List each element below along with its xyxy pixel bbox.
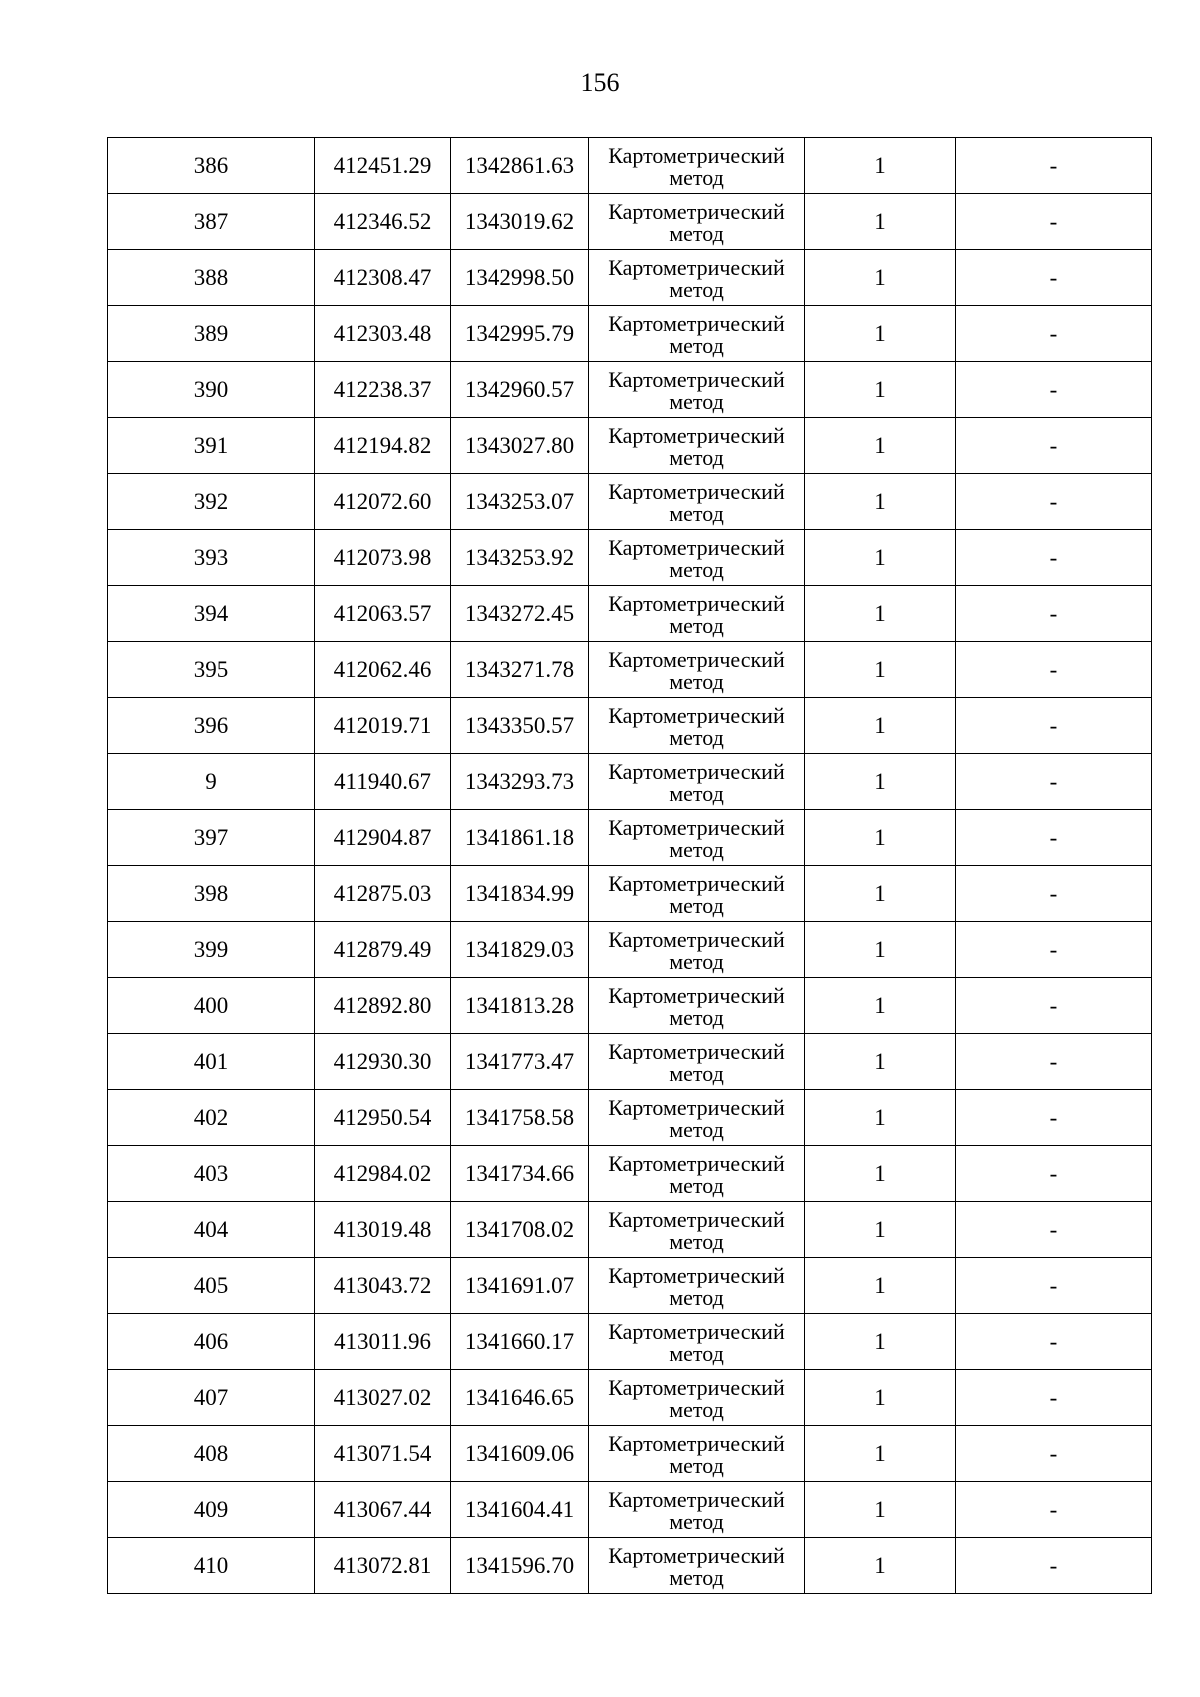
table-row (108, 810, 1152, 866)
method-line-1: Картометрический (608, 1206, 785, 1232)
method-line-1: Картометрический (608, 758, 785, 784)
note-cell: - (956, 642, 1152, 698)
method-line-2: метод (669, 1452, 724, 1478)
method-cell (589, 642, 805, 698)
point-number-cell: 409 (108, 1482, 315, 1538)
method-line-1: Картометрический (608, 814, 785, 840)
x-coordinate-cell: 412063.57 (315, 586, 451, 642)
note-cell: - (956, 1482, 1152, 1538)
note-cell: - (956, 586, 1152, 642)
y-coordinate-cell: 1343253.92 (451, 530, 589, 586)
point-number-cell: 410 (108, 1538, 315, 1594)
accuracy-cell: 1 (805, 1034, 956, 1090)
method-line-2: метод (669, 164, 724, 190)
y-coordinate-cell: 1341708.02 (451, 1202, 589, 1258)
table-row (108, 306, 1152, 362)
accuracy-cell: 1 (805, 418, 956, 474)
table-row (108, 1202, 1152, 1258)
method-line-1: Картометрический (608, 1094, 785, 1120)
note-cell: - (956, 698, 1152, 754)
accuracy-cell: 1 (805, 1538, 956, 1594)
accuracy-cell: 1 (805, 978, 956, 1034)
method-cell (589, 530, 805, 586)
method-line-2: метод (669, 1060, 724, 1086)
accuracy-cell: 1 (805, 586, 956, 642)
table-row (108, 1146, 1152, 1202)
x-coordinate-cell: 413072.81 (315, 1538, 451, 1594)
method-line-2: метод (669, 892, 724, 918)
accuracy-cell: 1 (805, 754, 956, 810)
method-line-1: Картометрический (608, 1262, 785, 1288)
x-coordinate-cell: 413067.44 (315, 1482, 451, 1538)
accuracy-cell: 1 (805, 922, 956, 978)
method-line-1: Картометрический (608, 926, 785, 952)
method-line-2: метод (669, 948, 724, 974)
note-cell: - (956, 1258, 1152, 1314)
method-cell (589, 1258, 805, 1314)
method-line-2: метод (669, 780, 724, 806)
method-line-2: метод (669, 1340, 724, 1366)
method-line-1: Картометрический (608, 1038, 785, 1064)
note-cell: - (956, 1090, 1152, 1146)
y-coordinate-cell: 1343027.80 (451, 418, 589, 474)
method-line-1: Картометрический (608, 982, 785, 1008)
point-number-cell: 400 (108, 978, 315, 1034)
note-cell: - (956, 530, 1152, 586)
y-coordinate-cell: 1342998.50 (451, 250, 589, 306)
method-cell (589, 1034, 805, 1090)
point-number-cell: 401 (108, 1034, 315, 1090)
accuracy-cell: 1 (805, 642, 956, 698)
method-line-2: метод (669, 724, 724, 750)
point-number-cell: 405 (108, 1258, 315, 1314)
table-row (108, 250, 1152, 306)
y-coordinate-cell: 1341829.03 (451, 922, 589, 978)
accuracy-cell: 1 (805, 866, 956, 922)
accuracy-cell: 1 (805, 1090, 956, 1146)
x-coordinate-cell: 412930.30 (315, 1034, 451, 1090)
table-row (108, 586, 1152, 642)
table-row (108, 866, 1152, 922)
x-coordinate-cell: 412194.82 (315, 418, 451, 474)
note-cell: - (956, 1314, 1152, 1370)
note-cell: - (956, 250, 1152, 306)
x-coordinate-cell: 412346.52 (315, 194, 451, 250)
method-cell (589, 1314, 805, 1370)
accuracy-cell: 1 (805, 362, 956, 418)
note-cell: - (956, 1426, 1152, 1482)
method-line-1: Картометрический (608, 254, 785, 280)
method-line-2: метод (669, 668, 724, 694)
table-row (108, 1090, 1152, 1146)
method-cell (589, 698, 805, 754)
method-line-1: Картометрический (608, 1542, 785, 1568)
method-line-1: Картометрический (608, 366, 785, 392)
point-number-cell: 386 (108, 138, 315, 194)
y-coordinate-cell: 1341596.70 (451, 1538, 589, 1594)
note-cell: - (956, 1146, 1152, 1202)
method-cell (589, 250, 805, 306)
y-coordinate-cell: 1341861.18 (451, 810, 589, 866)
y-coordinate-cell: 1342995.79 (451, 306, 589, 362)
method-cell (589, 194, 805, 250)
method-line-2: метод (669, 276, 724, 302)
method-line-1: Картометрический (608, 310, 785, 336)
x-coordinate-cell: 412308.47 (315, 250, 451, 306)
accuracy-cell: 1 (805, 810, 956, 866)
method-cell (589, 810, 805, 866)
method-cell (589, 474, 805, 530)
coordinates-table (107, 137, 1152, 1594)
method-cell (589, 1426, 805, 1482)
note-cell: - (956, 418, 1152, 474)
point-number-cell: 404 (108, 1202, 315, 1258)
point-number-cell: 388 (108, 250, 315, 306)
accuracy-cell: 1 (805, 474, 956, 530)
x-coordinate-cell: 412984.02 (315, 1146, 451, 1202)
note-cell: - (956, 922, 1152, 978)
method-cell (589, 754, 805, 810)
y-coordinate-cell: 1341773.47 (451, 1034, 589, 1090)
method-line-1: Картометрический (608, 1150, 785, 1176)
y-coordinate-cell: 1343271.78 (451, 642, 589, 698)
method-line-2: метод (669, 1564, 724, 1590)
method-line-2: метод (669, 1508, 724, 1534)
point-number-cell: 394 (108, 586, 315, 642)
x-coordinate-cell: 412892.80 (315, 978, 451, 1034)
note-cell: - (956, 474, 1152, 530)
table-row (108, 1034, 1152, 1090)
method-line-1: Картометрический (608, 702, 785, 728)
method-cell (589, 418, 805, 474)
page-number: 156 (580, 68, 620, 97)
point-number-cell: 396 (108, 698, 315, 754)
table-row (108, 978, 1152, 1034)
table-row (108, 530, 1152, 586)
y-coordinate-cell: 1341660.17 (451, 1314, 589, 1370)
table-row (108, 418, 1152, 474)
accuracy-cell: 1 (805, 194, 956, 250)
x-coordinate-cell: 412072.60 (315, 474, 451, 530)
coordinates-table-body (108, 138, 1152, 1594)
accuracy-cell: 1 (805, 1202, 956, 1258)
method-line-2: метод (669, 1284, 724, 1310)
y-coordinate-cell: 1341834.99 (451, 866, 589, 922)
accuracy-cell: 1 (805, 250, 956, 306)
x-coordinate-cell: 412019.71 (315, 698, 451, 754)
method-line-1: Картометрический (608, 1430, 785, 1456)
y-coordinate-cell: 1341646.65 (451, 1370, 589, 1426)
method-line-1: Картометрический (608, 142, 785, 168)
note-cell: - (956, 866, 1152, 922)
accuracy-cell: 1 (805, 698, 956, 754)
accuracy-cell: 1 (805, 530, 956, 586)
point-number-cell: 9 (108, 754, 315, 810)
method-cell (589, 1090, 805, 1146)
accuracy-cell: 1 (805, 1258, 956, 1314)
method-line-1: Картометрический (608, 590, 785, 616)
point-number-cell: 403 (108, 1146, 315, 1202)
x-coordinate-cell: 412238.37 (315, 362, 451, 418)
method-cell (589, 1146, 805, 1202)
y-coordinate-cell: 1343253.07 (451, 474, 589, 530)
method-line-1: Картометрический (608, 422, 785, 448)
table-row (108, 474, 1152, 530)
method-line-2: метод (669, 1396, 724, 1422)
note-cell: - (956, 362, 1152, 418)
point-number-cell: 389 (108, 306, 315, 362)
table-row (108, 698, 1152, 754)
point-number-cell: 395 (108, 642, 315, 698)
note-cell: - (956, 978, 1152, 1034)
x-coordinate-cell: 412451.29 (315, 138, 451, 194)
method-cell (589, 586, 805, 642)
accuracy-cell: 1 (805, 1426, 956, 1482)
point-number-cell: 399 (108, 922, 315, 978)
table-row (108, 1370, 1152, 1426)
method-line-1: Картометрический (608, 1486, 785, 1512)
accuracy-cell: 1 (805, 1146, 956, 1202)
note-cell: - (956, 1370, 1152, 1426)
point-number-cell: 406 (108, 1314, 315, 1370)
method-line-1: Картометрический (608, 534, 785, 560)
x-coordinate-cell: 412073.98 (315, 530, 451, 586)
method-cell (589, 866, 805, 922)
x-coordinate-cell: 413043.72 (315, 1258, 451, 1314)
method-cell (589, 362, 805, 418)
note-cell: - (956, 1538, 1152, 1594)
method-line-2: метод (669, 836, 724, 862)
table-row (108, 1482, 1152, 1538)
table-row (108, 754, 1152, 810)
x-coordinate-cell: 412303.48 (315, 306, 451, 362)
note-cell: - (956, 810, 1152, 866)
method-line-2: метод (669, 500, 724, 526)
y-coordinate-cell: 1343272.45 (451, 586, 589, 642)
accuracy-cell: 1 (805, 1370, 956, 1426)
method-cell (589, 1202, 805, 1258)
method-cell (589, 1370, 805, 1426)
method-line-2: метод (669, 444, 724, 470)
point-number-cell: 387 (108, 194, 315, 250)
table-row (108, 1258, 1152, 1314)
method-line-1: Картометрический (608, 870, 785, 896)
x-coordinate-cell: 413011.96 (315, 1314, 451, 1370)
y-coordinate-cell: 1343350.57 (451, 698, 589, 754)
y-coordinate-cell: 1342960.57 (451, 362, 589, 418)
y-coordinate-cell: 1341604.41 (451, 1482, 589, 1538)
note-cell: - (956, 138, 1152, 194)
table-row (108, 194, 1152, 250)
y-coordinate-cell: 1341758.58 (451, 1090, 589, 1146)
note-cell: - (956, 194, 1152, 250)
x-coordinate-cell: 412950.54 (315, 1090, 451, 1146)
method-line-1: Картометрический (608, 646, 785, 672)
point-number-cell: 397 (108, 810, 315, 866)
x-coordinate-cell: 411940.67 (315, 754, 451, 810)
table-row (108, 1538, 1152, 1594)
table-row (108, 1426, 1152, 1482)
method-cell (589, 1538, 805, 1594)
table-row (108, 362, 1152, 418)
table-row (108, 138, 1152, 194)
y-coordinate-cell: 1342861.63 (451, 138, 589, 194)
method-cell (589, 138, 805, 194)
y-coordinate-cell: 1343293.73 (451, 754, 589, 810)
method-line-2: метод (669, 388, 724, 414)
note-cell: - (956, 1202, 1152, 1258)
x-coordinate-cell: 413019.48 (315, 1202, 451, 1258)
y-coordinate-cell: 1341609.06 (451, 1426, 589, 1482)
accuracy-cell: 1 (805, 1314, 956, 1370)
point-number-cell: 407 (108, 1370, 315, 1426)
method-cell (589, 922, 805, 978)
table-row (108, 642, 1152, 698)
method-line-2: метод (669, 1116, 724, 1142)
point-number-cell: 390 (108, 362, 315, 418)
y-coordinate-cell: 1341734.66 (451, 1146, 589, 1202)
note-cell: - (956, 1034, 1152, 1090)
method-line-1: Картометрический (608, 478, 785, 504)
point-number-cell: 398 (108, 866, 315, 922)
method-line-2: метод (669, 1228, 724, 1254)
method-cell (589, 306, 805, 362)
x-coordinate-cell: 412062.46 (315, 642, 451, 698)
x-coordinate-cell: 412875.03 (315, 866, 451, 922)
y-coordinate-cell: 1343019.62 (451, 194, 589, 250)
table-row (108, 1314, 1152, 1370)
method-line-1: Картометрический (608, 198, 785, 224)
accuracy-cell: 1 (805, 138, 956, 194)
note-cell: - (956, 306, 1152, 362)
x-coordinate-cell: 413027.02 (315, 1370, 451, 1426)
accuracy-cell: 1 (805, 306, 956, 362)
point-number-cell: 392 (108, 474, 315, 530)
method-line-2: метод (669, 612, 724, 638)
note-cell: - (956, 754, 1152, 810)
method-line-2: метод (669, 1004, 724, 1030)
method-cell (589, 978, 805, 1034)
method-cell (589, 1482, 805, 1538)
accuracy-cell: 1 (805, 1482, 956, 1538)
point-number-cell: 393 (108, 530, 315, 586)
method-line-1: Картометрический (608, 1374, 785, 1400)
point-number-cell: 408 (108, 1426, 315, 1482)
point-number-cell: 402 (108, 1090, 315, 1146)
method-line-1: Картометрический (608, 1318, 785, 1344)
method-line-2: метод (669, 220, 724, 246)
point-number-cell: 391 (108, 418, 315, 474)
x-coordinate-cell: 412879.49 (315, 922, 451, 978)
method-line-2: метод (669, 332, 724, 358)
table-row (108, 922, 1152, 978)
method-line-2: метод (669, 556, 724, 582)
x-coordinate-cell: 413071.54 (315, 1426, 451, 1482)
y-coordinate-cell: 1341691.07 (451, 1258, 589, 1314)
x-coordinate-cell: 412904.87 (315, 810, 451, 866)
y-coordinate-cell: 1341813.28 (451, 978, 589, 1034)
method-line-2: метод (669, 1172, 724, 1198)
